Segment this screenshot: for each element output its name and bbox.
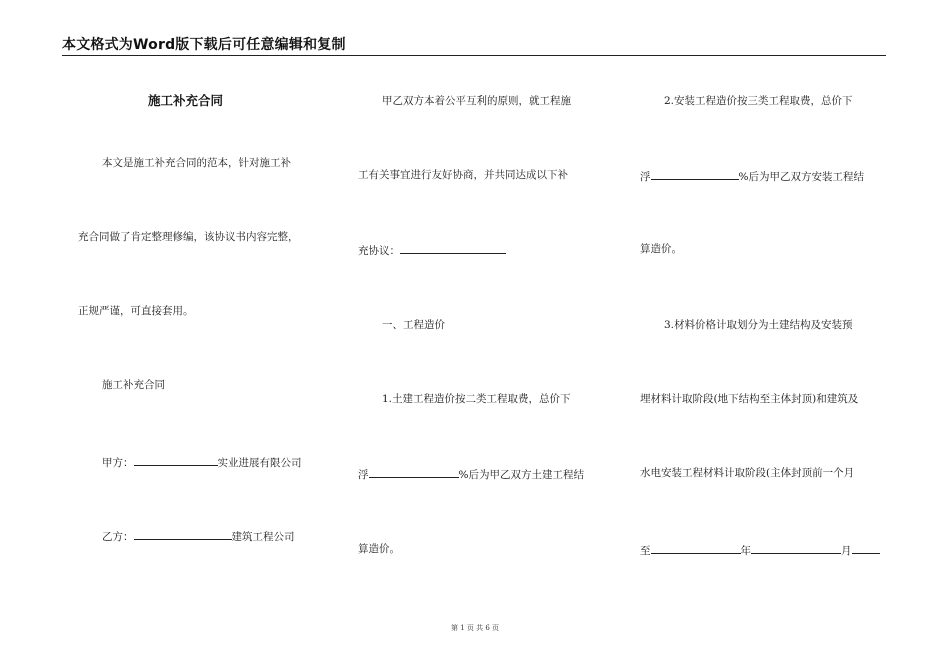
agreement-line-1: 甲乙双方本着公平互利的原则，就工程施: [382, 95, 571, 107]
item3-year-label: 年: [740, 545, 751, 557]
item2-line-2: [640, 168, 864, 184]
agreement-line-2: 工有关事宜进行友好协商，并共同达成以下补: [358, 169, 568, 181]
document-header: [62, 33, 886, 56]
item3-year-blank: [651, 542, 741, 554]
intro-line-2: 充合同做了肯定整理修编，该协议书内容完整，: [78, 231, 299, 243]
item3-day-blank: [852, 542, 880, 554]
party-a-suffix: 实业进展有限公司: [217, 457, 302, 469]
item2-percent-blank: [651, 168, 739, 180]
item1-line-3: 算造价。: [358, 543, 400, 555]
agreement-blank: [400, 242, 506, 254]
agreement-line-3-text: 充协议：: [358, 245, 400, 257]
item1-line-1: 1.土建工程造价按二类工程取费，总价下: [382, 393, 571, 405]
item1-suffix: %后为甲乙双方土建工程结: [458, 469, 584, 481]
item3-line-1: 3.材料价格计取划分为土建结构及安装预: [664, 319, 853, 331]
party-b-suffix: 建筑工程公司: [231, 531, 295, 543]
header-text: 本文格式为Word版下载后可任意编辑和复制: [62, 37, 346, 53]
item3-line-3: 水电安装工程材料计取阶段(主体封顶前一个月: [640, 467, 855, 479]
intro-line-1: 本文是施工补充合同的范本，针对施工补: [102, 157, 291, 169]
item3-line-2: 埋材料计取阶段(地下结构至主体封顶)和建筑及: [640, 393, 859, 405]
contract-subtitle: 施工补充合同: [102, 379, 165, 391]
party-b-line: [102, 528, 295, 544]
item2-line-3: 算造价。: [640, 243, 682, 255]
party-b-blank: [134, 528, 232, 540]
item3-line-4: [640, 542, 880, 558]
item3-month-blank: [751, 542, 841, 554]
party-a-blank: [134, 454, 218, 466]
page-number: 第 1 页 共 6 页: [450, 624, 500, 632]
party-a-label: 甲方：: [102, 457, 134, 469]
agreement-line-3: [358, 242, 506, 258]
item1-prefix: 浮: [358, 469, 369, 481]
section-heading-1: 一、工程造价: [382, 319, 445, 331]
intro-line-3: 正规严谨，可直接套用。: [78, 305, 194, 317]
contract-title: 施工补充合同: [148, 93, 224, 108]
item1-percent-blank: [369, 466, 459, 478]
item1-line-2: [358, 466, 584, 482]
item2-line-1: 2.安装工程造价按三类工程取费，总价下: [664, 95, 853, 107]
item3-month-label: 月: [841, 545, 852, 557]
party-b-label: 乙方：: [102, 531, 134, 543]
party-a-line: [102, 454, 302, 470]
item3-prefix: 至: [640, 545, 651, 557]
item2-prefix: 浮: [640, 171, 651, 183]
item2-suffix: %后为甲乙双方安装工程结: [738, 171, 864, 183]
